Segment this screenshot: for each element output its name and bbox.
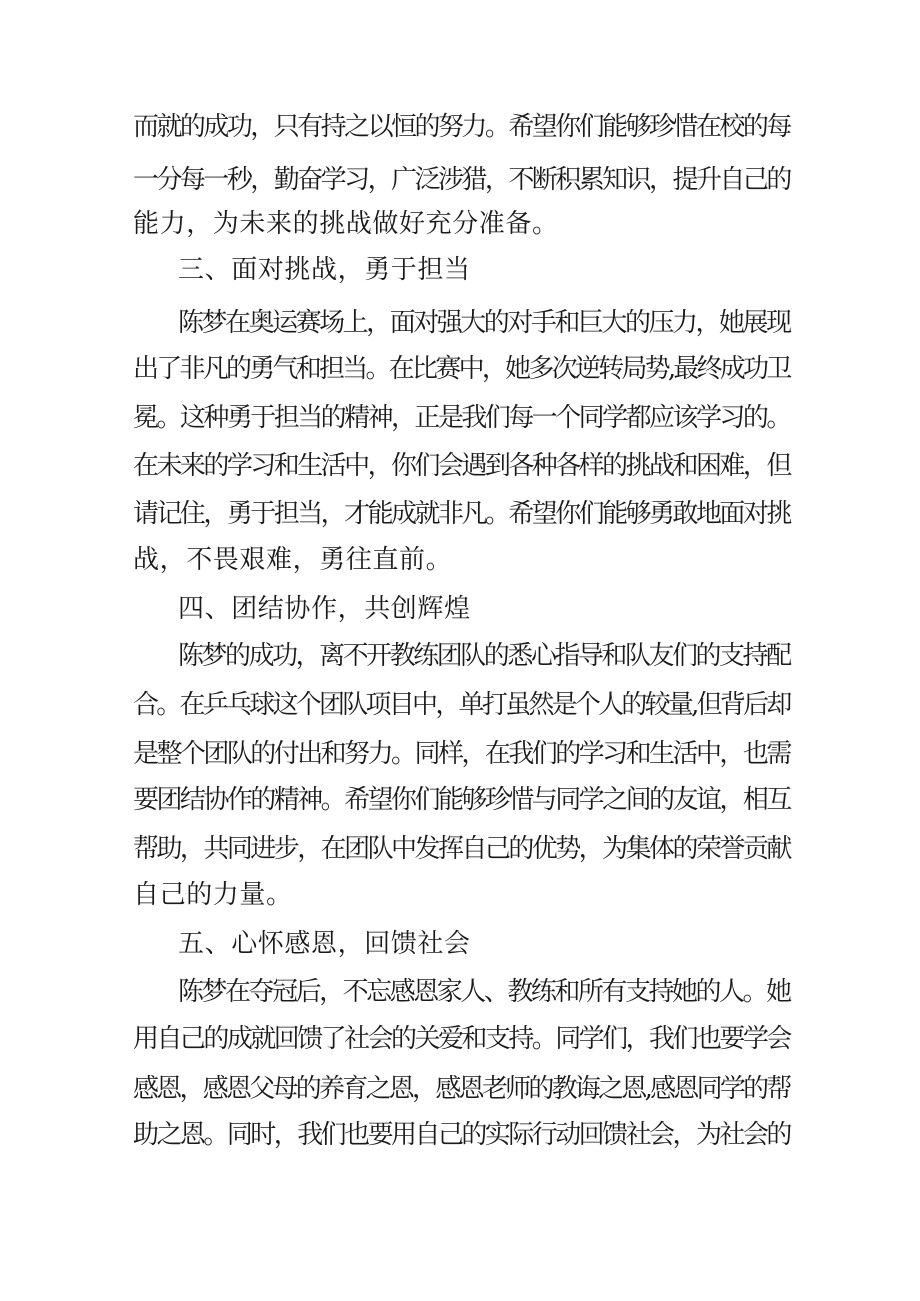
- body-text-line: 战，不畏艰难，勇往直前。: [133, 545, 453, 575]
- body-text-line: 感恩，感恩父母的养育之恩，感恩老师的教诲之恩,感恩同学的帮: [133, 1074, 790, 1104]
- body-text-line: 助之恩。同时，我们也要用自己的实际行动回馈社会，为社会的: [133, 1120, 790, 1150]
- body-text-line: 一分每一秒，勤奋学习，广泛涉猎，不断积累知识，提升自己的: [133, 165, 790, 195]
- body-text-line: 帮助，共同进步，在团队中发挥自己的优势，为集体的荣誉贡献: [133, 834, 790, 864]
- body-text-line: 而就的成功，只有持之以恒的努力。希望你们能够珍惜在校的每: [133, 112, 790, 142]
- section-heading-3: 三、面对挑战，勇于担当: [178, 255, 471, 285]
- section-heading-5: 五、心怀感恩，回馈社会: [178, 929, 471, 959]
- body-text-line: 要团结协作的精神。希望你们能够珍惜与同学之间的友谊，相互: [133, 785, 790, 815]
- body-text-line: 陈梦在奥运赛场上，面对强大的对手和巨大的压力，她展现: [178, 308, 790, 338]
- body-text-line: 出了非凡的勇气和担当。在比赛中，她多次逆转局势,最终成功卫: [133, 354, 790, 384]
- section-heading-4: 四、团结协作，共创辉煌: [178, 594, 471, 624]
- body-text-line: 在未来的学习和生活中，你们会遇到各种各样的挑战和困难，但: [133, 451, 790, 481]
- body-text-line: 是整个团队的付出和努力。同样，在我们的学习和生活中，也需: [133, 739, 790, 769]
- body-text-line: 自己的力量。: [133, 880, 293, 910]
- body-text-line: 能力，为未来的挑战做好充分准备。: [133, 209, 559, 239]
- body-text-line: 陈梦在夺冠后，不忘感恩家人、教练和所有支持她的人。她: [178, 977, 790, 1007]
- body-text-line: 陈梦的成功，离不开教练团队的悉心指导和队友们的支持配: [178, 641, 790, 671]
- body-text-line: 冕。这种勇于担当的精神，正是我们每一个同学都应该学习的。: [133, 403, 790, 433]
- body-text-line: 合。在乒乓球这个团队项目中，单打虽然是个人的较量,但背后却: [133, 690, 790, 720]
- body-text-line: 用自己的成就回馈了社会的关爱和支持。同学们，我们也要学会: [133, 1024, 790, 1054]
- body-text-line: 请记住，勇于担当，才能成就非凡。希望你们能够勇敢地面对挑: [133, 499, 790, 529]
